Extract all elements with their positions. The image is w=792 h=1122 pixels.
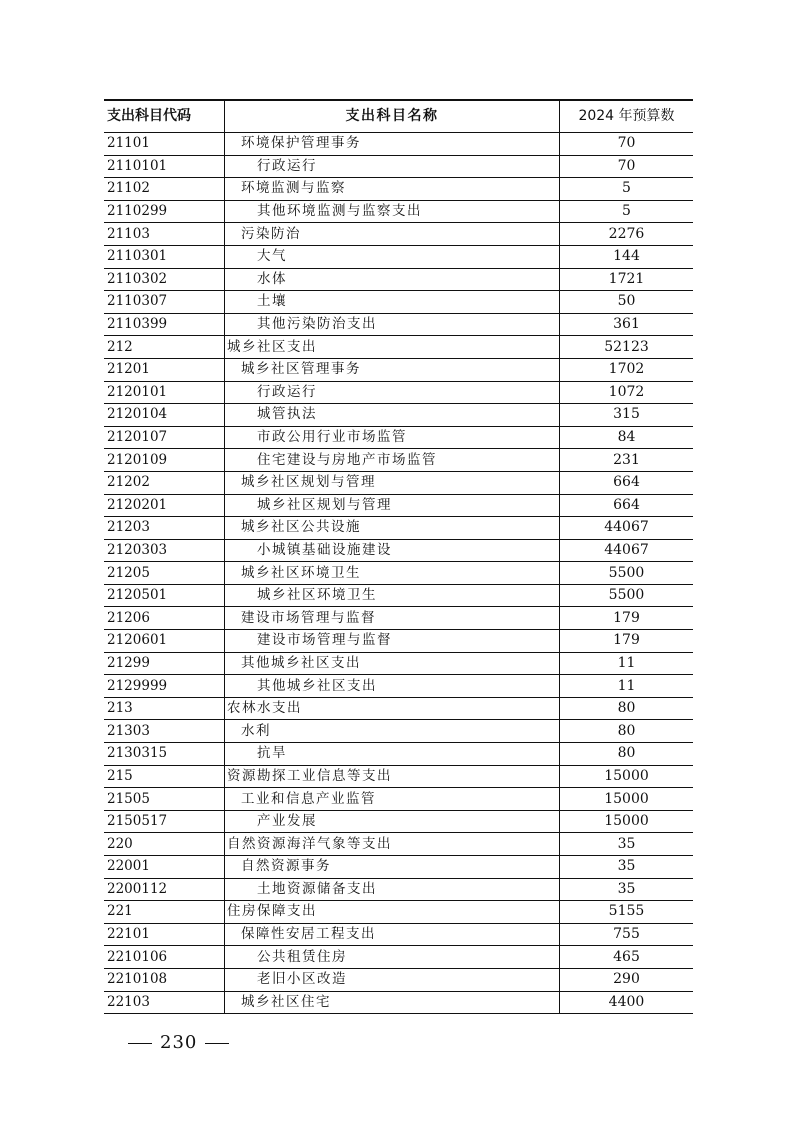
row-budget: 361 <box>560 313 694 336</box>
header-budget: 2024 年预算数 <box>560 100 694 133</box>
row-name: 其他城乡社区支出 <box>225 652 560 675</box>
row-budget: 290 <box>560 968 694 991</box>
row-name: 土地资源储备支出 <box>225 878 560 901</box>
row-name: 行政运行 <box>225 381 560 404</box>
table-row <box>104 901 693 924</box>
row-name: 行政运行 <box>225 155 560 178</box>
row-code: 2120501 <box>104 584 225 607</box>
row-budget: 315 <box>560 404 694 427</box>
table-row <box>104 133 693 156</box>
table-row <box>104 856 693 879</box>
row-name: 自然资源事务 <box>225 856 560 879</box>
table-row <box>104 358 693 381</box>
row-code: 2110399 <box>104 313 225 336</box>
row-code: 2210106 <box>104 946 225 969</box>
row-code: 21102 <box>104 178 225 201</box>
row-name: 其他城乡社区支出 <box>225 675 560 698</box>
table-body <box>104 133 693 1014</box>
page-footer <box>120 1032 237 1053</box>
row-name: 公共租赁住房 <box>225 946 560 969</box>
row-budget: 179 <box>560 630 694 653</box>
row-name: 环境监测与监察 <box>225 178 560 201</box>
table-row <box>104 584 693 607</box>
table-row <box>104 200 693 223</box>
table-row <box>104 991 693 1014</box>
row-budget: 70 <box>560 155 694 178</box>
table-row <box>104 652 693 675</box>
row-name: 城乡社区管理事务 <box>225 358 560 381</box>
row-code: 2110307 <box>104 291 225 314</box>
table-row <box>104 245 693 268</box>
row-name: 住宅建设与房地产市场监管 <box>225 449 560 472</box>
row-name: 其他污染防治支出 <box>225 313 560 336</box>
row-name: 水体 <box>225 268 560 291</box>
row-budget: 5 <box>560 200 694 223</box>
row-budget: 5500 <box>560 584 694 607</box>
row-budget: 84 <box>560 426 694 449</box>
table-row <box>104 494 693 517</box>
row-code: 2120303 <box>104 539 225 562</box>
row-budget: 5 <box>560 178 694 201</box>
row-code: 2120104 <box>104 404 225 427</box>
row-budget: 5500 <box>560 562 694 585</box>
table-row <box>104 381 693 404</box>
row-budget: 35 <box>560 833 694 856</box>
row-budget: 179 <box>560 607 694 630</box>
row-budget: 664 <box>560 471 694 494</box>
table-row <box>104 223 693 246</box>
row-code: 2120107 <box>104 426 225 449</box>
row-name: 水利 <box>225 720 560 743</box>
table-row <box>104 268 693 291</box>
row-budget: 70 <box>560 133 694 156</box>
row-code: 2110299 <box>104 200 225 223</box>
row-code: 21205 <box>104 562 225 585</box>
row-code: 2110101 <box>104 155 225 178</box>
row-code: 220 <box>104 833 225 856</box>
table-row <box>104 313 693 336</box>
row-code: 21299 <box>104 652 225 675</box>
row-budget: 80 <box>560 697 694 720</box>
row-code: 2120101 <box>104 381 225 404</box>
row-name: 城乡社区环境卫生 <box>225 584 560 607</box>
table-row <box>104 155 693 178</box>
row-name: 建设市场管理与监督 <box>225 630 560 653</box>
table-row <box>104 562 693 585</box>
row-budget: 1072 <box>560 381 694 404</box>
table-row <box>104 765 693 788</box>
row-code: 215 <box>104 765 225 788</box>
row-budget: 35 <box>560 856 694 879</box>
table-row <box>104 404 693 427</box>
table-row <box>104 426 693 449</box>
row-budget: 35 <box>560 878 694 901</box>
row-code: 21101 <box>104 133 225 156</box>
row-name: 农林水支出 <box>225 697 560 720</box>
row-name: 住房保障支出 <box>225 901 560 924</box>
table-row <box>104 720 693 743</box>
row-code: 212 <box>104 336 225 359</box>
row-budget: 15000 <box>560 810 694 833</box>
row-budget: 755 <box>560 923 694 946</box>
row-code: 21202 <box>104 471 225 494</box>
row-name: 其他环境监测与监察支出 <box>225 200 560 223</box>
table-row <box>104 471 693 494</box>
header-code: 支出科目代码 <box>104 100 225 133</box>
row-budget: 44067 <box>560 539 694 562</box>
row-code: 21201 <box>104 358 225 381</box>
row-name: 工业和信息产业监管 <box>225 788 560 811</box>
row-code: 21203 <box>104 517 225 540</box>
table-row <box>104 946 693 969</box>
row-name: 自然资源海洋气象等支出 <box>225 833 560 856</box>
row-code: 22103 <box>104 991 225 1014</box>
row-name: 大气 <box>225 245 560 268</box>
row-budget: 144 <box>560 245 694 268</box>
row-budget: 50 <box>560 291 694 314</box>
row-budget: 15000 <box>560 788 694 811</box>
table-row <box>104 878 693 901</box>
row-code: 2120201 <box>104 494 225 517</box>
row-budget: 11 <box>560 675 694 698</box>
row-code: 2120601 <box>104 630 225 653</box>
row-name: 资源勘探工业信息等支出 <box>225 765 560 788</box>
row-code: 213 <box>104 697 225 720</box>
table-row <box>104 675 693 698</box>
row-name: 抗旱 <box>225 743 560 766</box>
row-budget: 15000 <box>560 765 694 788</box>
row-name: 保障性安居工程支出 <box>225 923 560 946</box>
row-name: 城乡社区规划与管理 <box>225 471 560 494</box>
row-name: 城乡社区规划与管理 <box>225 494 560 517</box>
table-row <box>104 697 693 720</box>
table-row <box>104 449 693 472</box>
row-code: 2129999 <box>104 675 225 698</box>
row-code: 21505 <box>104 788 225 811</box>
table-row <box>104 810 693 833</box>
table-row <box>104 630 693 653</box>
table-row <box>104 788 693 811</box>
row-code: 2110302 <box>104 268 225 291</box>
row-budget: 2276 <box>560 223 694 246</box>
table-row <box>104 833 693 856</box>
row-budget: 5155 <box>560 901 694 924</box>
row-code: 21206 <box>104 607 225 630</box>
table-row <box>104 336 693 359</box>
table-header <box>104 100 693 133</box>
row-name: 市政公用行业市场监管 <box>225 426 560 449</box>
table-row <box>104 539 693 562</box>
row-name: 产业发展 <box>225 810 560 833</box>
table-row <box>104 607 693 630</box>
table-row <box>104 743 693 766</box>
row-name: 土壤 <box>225 291 560 314</box>
table-row <box>104 178 693 201</box>
row-budget: 1721 <box>560 268 694 291</box>
row-code: 2120109 <box>104 449 225 472</box>
row-code: 2130315 <box>104 743 225 766</box>
row-budget: 231 <box>560 449 694 472</box>
table-row <box>104 291 693 314</box>
row-budget: 80 <box>560 720 694 743</box>
row-code: 2200112 <box>104 878 225 901</box>
footer-dash-right <box>205 1043 229 1044</box>
row-budget: 664 <box>560 494 694 517</box>
row-budget: 52123 <box>560 336 694 359</box>
row-code: 22001 <box>104 856 225 879</box>
table-row <box>104 517 693 540</box>
page-number: 230 <box>160 1032 198 1053</box>
row-name: 小城镇基础设施建设 <box>225 539 560 562</box>
row-code: 2210108 <box>104 968 225 991</box>
row-name: 城乡社区住宅 <box>225 991 560 1014</box>
row-budget: 1702 <box>560 358 694 381</box>
row-name: 城乡社区公共设施 <box>225 517 560 540</box>
row-name: 老旧小区改造 <box>225 968 560 991</box>
row-budget: 4400 <box>560 991 694 1014</box>
row-code: 21103 <box>104 223 225 246</box>
table-row <box>104 923 693 946</box>
row-name: 污染防治 <box>225 223 560 246</box>
row-budget: 80 <box>560 743 694 766</box>
row-budget: 465 <box>560 946 694 969</box>
header-row <box>104 100 693 133</box>
table-row <box>104 968 693 991</box>
row-code: 2150517 <box>104 810 225 833</box>
row-name: 建设市场管理与监督 <box>225 607 560 630</box>
row-budget: 11 <box>560 652 694 675</box>
row-name: 城乡社区环境卫生 <box>225 562 560 585</box>
row-name: 城乡社区支出 <box>225 336 560 359</box>
budget-table <box>104 99 693 1014</box>
row-code: 221 <box>104 901 225 924</box>
header-name: 支出科目名称 <box>225 100 560 133</box>
row-name: 城管执法 <box>225 404 560 427</box>
row-code: 22101 <box>104 923 225 946</box>
row-code: 2110301 <box>104 245 225 268</box>
footer-dash-left <box>128 1043 152 1044</box>
row-budget: 44067 <box>560 517 694 540</box>
row-name: 环境保护管理事务 <box>225 133 560 156</box>
row-code: 21303 <box>104 720 225 743</box>
